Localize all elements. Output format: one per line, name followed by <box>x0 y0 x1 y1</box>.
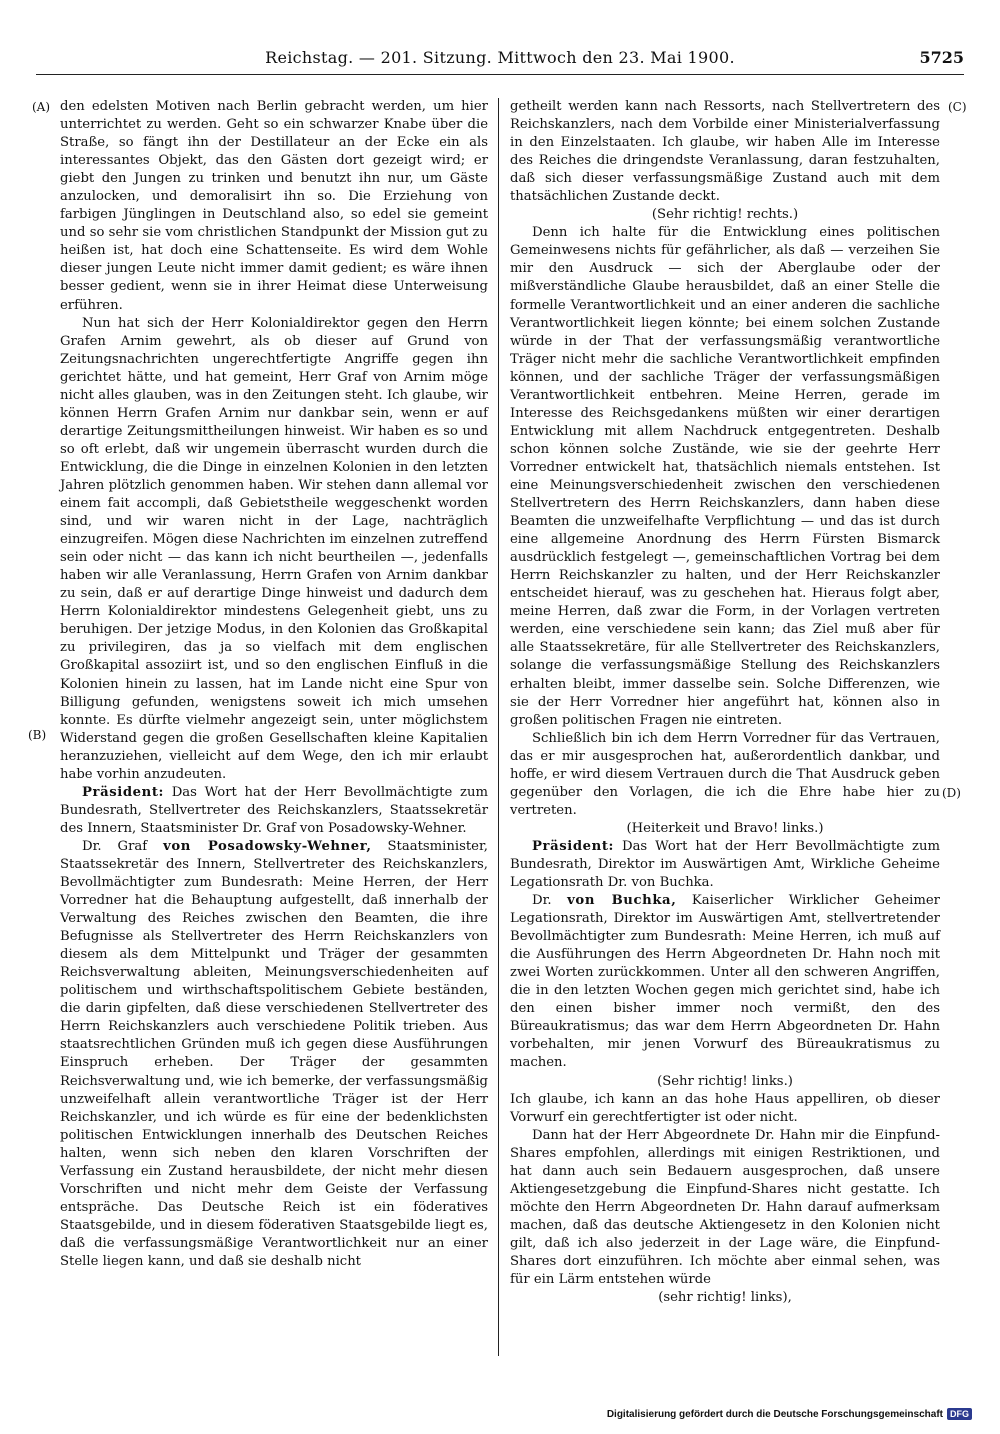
paragraph <box>60 98 488 315</box>
margin-marker-a: (A) <box>32 100 51 114</box>
paragraph <box>510 206 940 224</box>
paragraph <box>510 1289 940 1307</box>
left-column <box>60 98 488 1271</box>
margin-marker-b: (B) <box>28 728 47 742</box>
margin-marker-c: (C) <box>948 100 967 114</box>
paragraph-text: Das Wort hat der Herr Bevollmächtigte zum Bundesrath, Stellvertreter des Reichskanzlers, Staatssekretär des Innern, Staatsminister Dr. Graf von Posadowsky-Wehner. <box>60 784 488 836</box>
paragraph <box>510 820 940 838</box>
paragraph-text: Staatsminister, Staatssekretär des Innern, Stellvertreter des Reichskanzlers, Bevollmächtigter zum Bundesrath: Meine Herren, der Herr Vorredner hat die Behauptung aufgestellt, daß innerhalb der Verwaltung des Reiches zwischen den Beamten, die ihre Befugnisse als Stellvertreter des Herrn Reichskanzlers von diesem als dem Mittelpunkt und Träger der gesammten Reichsverwaltung ableiten, Meinungsverschiedenheiten auf politischem und wirthschaftspolitischem Gebiete beständen, die darin gipfelten, daß diese verschiedenen Stellvertreter des Herrn Reichskanzlers auch verschiedene Politik trieben. Aus staatsrechtlichen Gründen muß ich gegen diese Ausführungen Einspruch erheben. Der Träger der gesammten Reichsverwaltung und, wie ich bemerke, der verfassungsmäßig unzweifelhaft allein verantwortliche Träger ist der Herr Reichskanzler, und ich würde es für eine der bedenklichsten politischen Entwicklungen innerhalb des Deutschen Reiches halten, wenn sich neben den klaren Vorschriften der Verfassung ein Zustand herausbildete, der nicht mehr diesen Vorschriften und nicht mehr dem Geiste der Verfassung entspräche. Das Deutsche Reich ist ein föderatives Staatsgebilde, und in diesem föderativen Staatsgebilde liegt es, daß die verfassungsmäßige Verantwortlichkeit nur an einer Stelle liegen kann, und daß sie deshalb nicht <box>60 838 488 1269</box>
paragraph <box>60 784 488 838</box>
paragraph-text: (Sehr richtig! rechts.) <box>651 207 799 223</box>
speaker-name: Präsident: <box>532 838 615 854</box>
paragraph <box>510 1091 940 1127</box>
speaker-name: von Buchka, <box>567 893 677 909</box>
paragraph <box>60 838 488 1271</box>
paragraph-text: (Sehr richtig! links.) <box>657 1073 793 1089</box>
dfg-logo: DFG <box>947 1408 972 1420</box>
paragraph-text: (sehr richtig! links), <box>658 1290 792 1306</box>
paragraph <box>510 1073 940 1091</box>
paragraph <box>510 730 940 820</box>
right-column <box>510 98 940 1307</box>
paragraph-text: Dann hat der Herr Abgeordnete Dr. Hahn mir die Einpfund-Shares empfohlen, allerdings mit einigen Restriktionen, und hat dann auch sein Bedauern ausgesprochen, daß unsere Aktiengesetzgebung die Einpfund-Shares nicht gestatte. Ich möchte den Herrn Abgeordneten Dr. Hahn darauf aufmerksam machen, daß das deutsche Aktiengesetz in den Kolonien nicht gilt, daß ich also jederzeit in der Lage wäre, die Einpfund-Shares dort einzuführen. Ich möchte aber einmal sehen, was für ein Lärm entstehen würde <box>510 1127 940 1288</box>
paragraph-text: Kaiserlicher Wirklicher Geheimer Legationsrath, Direktor im Auswärtigen Amt, stellvertretender Bevollmächtigter zum Bundesrath: Meine Herren, ich muß auf die Ausführungen des Herrn Abgeordneten Dr. Hahn noch mit zwei Worten zurückkommen. Unter all den schweren Angriffen, die in den letzten Wochen gegen mich gerichtet sind, habe ich den einen bisher immer noch vermißt, den des Büreaukratismus; das war dem Herrn Abgeordneten Dr. Hahn vorbehalten, mir jenen Vorwurf des Büreaukratismus zu machen. <box>510 893 940 1071</box>
speaker-name: von Posadowsky-Wehner, <box>163 838 372 854</box>
paragraph <box>510 838 940 892</box>
column-divider <box>498 98 499 1356</box>
footer-credit <box>607 1408 972 1420</box>
speaker-prefix: Dr. Graf <box>82 838 164 854</box>
paragraph <box>510 224 940 729</box>
paragraph-text: getheilt werden kann nach Ressorts, nach Stellvertretern des Reichskanzlers, nach dem Vorbilde einer Ministerialverfassung in den Einzelstaaten. Ich glaube, wir haben Alle im Interesse des Reiches die dringendste Veranlassung, daran festzuhalten, daß sich dieser verfassungsmäßige Zustand auch mit dem thatsächlichen Zustande deckt. <box>510 99 940 205</box>
paragraph <box>510 1127 940 1289</box>
paragraph-text: Ich glaube, ich kann an das hohe Haus appelliren, ob dieser Vorwurf ein gerechtfertigter ist oder nicht. <box>510 1091 940 1125</box>
paragraph <box>510 892 940 1072</box>
paragraph-text: Nun hat sich der Herr Kolonialdirektor gegen den Herrn Grafen Arnim gewehrt, als ob dieser auf Grund von Zeitungsnachrichten ungerechtfertigte Angriffe gegen ihn gerichtet hätte, und hat gemeint, Herr Graf von Arnim möge nicht alles glauben, was in den Zeitungen steht. Ich glaube, wir können Herrn Grafen Arnim nur dankbar sein, wenn er auf derartige Zeitungsmittheilungen hinweist. Wir haben es so und so oft erlebt, daß wir ungemein überrascht wurden durch die Entwicklung, die die Dinge in einzelnen Kolonien in den letzten Jahren plötzlich genommen haben. Wir stehen dann allemal vor einem fait accompli, daß Gebietstheile weggeschenkt worden sind, und wir waren nicht in der Lage, nachträglich einzugreifen. Mögen diese Nachrichten im einzelnen zutreffend sein oder nicht — das kann ich nicht beurtheilen —, jedenfalls haben wir alle Veranlassung, Herrn Grafen von Arnim dankbar zu sein, daß er auf derartige Dinge hinweist und dadurch dem Herrn Kolonialdirektor mindestens Gelegenheit giebt, uns zu beruhigen. Der jetzige Modus, in den Kolonien das Großkapital zu privilegiren, das ja so vielfach mit dem englischen Großkapital assoziirt ist, und so den englischen Einfluß in die Kolonien hinein zu lassen, hat im Lande nicht eine Spur von Billigung gefunden, wenigstens soweit ich mich umsehen konnte. Es dürfte vielmehr angezeigt sein, unter möglichstem Widerstand gegen die großen Gesellschaften kleine Kapitalien heranzuziehen, vielleicht auf dem Wege, den ich mir erlaubt habe vorhin anzudeuten. <box>60 315 488 782</box>
speaker-prefix: Dr. <box>532 893 568 909</box>
paragraph-text: Denn ich halte für die Entwicklung eines politischen Gemeinwesens nichts für gefährlicher, als daß — verzeihen Sie mir den Ausdruck — sich der Aberglaube oder der mißverständliche Glaube herausbildet, daß an einer Stelle die formelle Verantwortlichkeit und an einer anderen die sachliche Verantwortlichkeit liegen könnte; bei einem solchen Zustande würde in der That der verfassungsmäßig verantwortliche Träger nicht mehr die sachliche Verantwortlichkeit empfinden können, und der sachliche Träger der verfassungsmäßigen Verantwortlichkeit entbehren. Meine Herren, gerade im Interesse des Reichsgedankens müßten wir einer derartigen Entwicklung mit allem Nachdruck entgegentreten. Deshalb schon können solche Zustände, wie sie der geehrte Herr Vorredner entwickelt hat, thatsächlich niemals entstehen. Ist eine Meinungsverschiedenheit zwischen den verschiedenen Stellvertretern des Herrn Reichskanzlers, dann haben diese Beamten die unzweifelhafte Verpflichtung — und das ist durch eine allgemeine Anordnung des Herrn Fürsten Bismarck ausdrücklich festgelegt —, gemeinschaftlichen Vortrag bei dem Herrn Reichskanzler zu halten, und der Herr Reichskanzler entscheidet hierauf, was zu geschehen hat. Hieraus folgt aber, meine Herren, daß zwar die Form, in der Vorlagen vertreten werden, eine verschiedene sein kann; das Ziel muß aber für alle Staatssekretäre, für alle Stellvertreter des Reichskanzlers, solange die verfassungsmäßige Stellung des Reichskanzlers erhalten bleibt, immer dasselbe sein. Solche Differenzen, wie sie der Herr Vorredner hier angeführt hat, können also in großen politischen Fragen nie eintreten. <box>510 225 940 728</box>
paragraph-text: den edelsten Motiven nach Berlin gebracht werden, um hier unterrichtet zu werden. Geht so ein schwarzer Knabe über die Straße, so fängt ihn der Destillateur an der Ecke ein als interessantes Objekt, das den Gästen dort gezeigt wird; er giebt den Jungen zu trinken und benutzt ihn nur, um Gäste anzulocken, und demoralisirt ihn so. Die Erziehung von farbigen Jünglingen in Deutschland also, so edel sie gemeint und so sehr sie vom christlichen Standpunkt der Mission gut zu heißen ist, hat doch eine Schattenseite. Es wird dem Wohle dieser jungen Leute nicht immer damit gedient; es wäre ihnen besser gedient, wenn sie in ihrer Heimat diese Unterweisung erführen. <box>60 99 488 313</box>
speaker-name: Präsident: <box>82 784 165 800</box>
paragraph-text: Das Wort hat der Herr Bevollmächtigte zum Bundesrath, Direktor im Auswärtigen Amt, Wirkliche Geheime Legationsrath Dr. von Buchka. <box>510 838 940 891</box>
footer-credit-text: Digitalisierung gefördert durch die Deutsche Forschungsgemeinschaft <box>606 1408 943 1420</box>
paragraph-text: Schließlich bin ich dem Herrn Vorredner für das Vertrauen, das er mir ausgesprochen hat, außerordentlich dankbar, und hoffe, er wird diesem Vertrauen durch die That Ausdruck geben gegenüber den Vorlagen, die ich die Ehre habe hier zu vertreten. <box>510 730 940 818</box>
margin-marker-d: (D) <box>942 786 961 800</box>
page-title: Reichstag. — 201. Sitzung. Mittwoch den 23. Mai 1900. <box>265 48 735 67</box>
header-rule <box>36 74 964 75</box>
page-number: 5725 <box>919 48 964 67</box>
paragraph-text: (Heiterkeit und Bravo! links.) <box>626 820 824 836</box>
paragraph <box>60 315 488 784</box>
paragraph <box>510 98 940 206</box>
